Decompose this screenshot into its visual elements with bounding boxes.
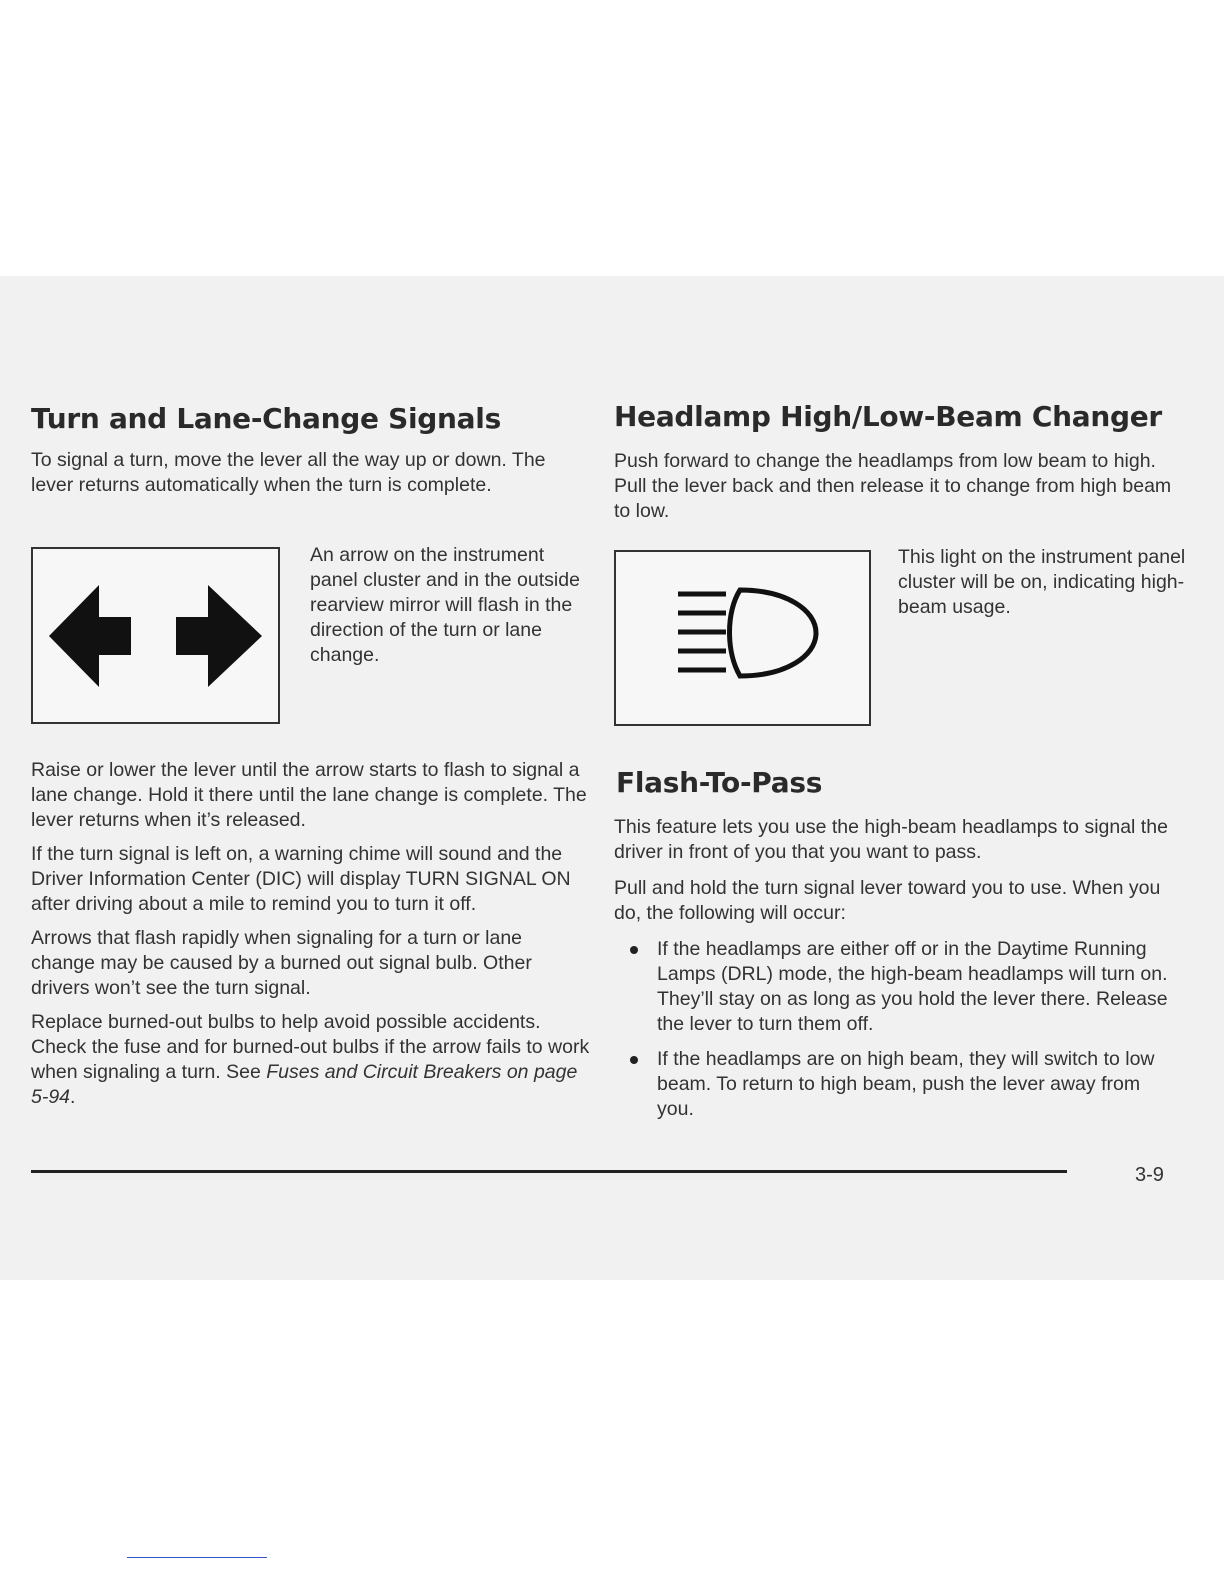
- flash-to-pass-usage: Pull and hold the turn signal lever toward you to use. When you do, the following will occur:: [614, 877, 1161, 924]
- lane-change-paragraph: Raise or lower the lever until the arrow starts to flash to signal a lane change. Hold it there until the lane change is complete. The lever returns when it’s released.: [31, 759, 587, 831]
- replace-bulbs-end: .: [70, 1086, 76, 1108]
- flash-to-pass-body: [614, 815, 1174, 1132]
- turn-signals-body: [31, 758, 591, 1110]
- turn-signal-icon-box: [31, 547, 280, 724]
- turn-signals-intro: To signal a turn, move the lever all the way up or down. The lever returns automatically when the turn is complete.: [31, 449, 546, 496]
- list-item: [614, 1047, 1174, 1122]
- left-arrow-icon: [49, 585, 131, 687]
- flash-to-pass-intro: This feature lets you use the high-beam headlamps to signal the driver in front of you that you want to pass.: [614, 816, 1168, 863]
- footer-rule: [31, 1170, 1067, 1173]
- list-item-text: If the headlamps are either off or in the Daytime Running Lamps (DRL) mode, the high-beam headlamps will turn on. They’ll stay on as long as you hold the lever there. Release the lever to turn them off.: [657, 938, 1168, 1035]
- turn-signals-heading: Turn and Lane-Change Signals: [31, 402, 501, 435]
- high-beam-icon-box: [614, 550, 871, 726]
- headlamp-changer-intro: Push forward to change the headlamps from low beam to high. Pull the lever back and then release it to change from high beam to low.: [614, 450, 1172, 522]
- turn-signal-icon-caption: An arrow on the instrument panel cluster and in the outside rearview mirror will flash in the direction of the turn or lane change.: [310, 544, 580, 666]
- right-arrow-icon: [176, 585, 262, 687]
- fuses-reference-link[interactable]: Fuses and Circuit Breakers on page 5-94: [31, 1061, 578, 1108]
- list-item-text: If the headlamps are on high beam, they will switch to low beam. To return to high beam, push the lever away from you.: [657, 1048, 1155, 1120]
- flash-to-pass-list: [614, 937, 1174, 1122]
- replace-bulbs-text: Replace burned-out bulbs to help avoid possible accidents. Check the fuse and for burned-out bulbs if the arrow fails to work when signaling a turn. See: [31, 1011, 590, 1083]
- flash-to-pass-heading: Flash-To-Pass: [616, 766, 823, 799]
- bullet-icon: [630, 1056, 638, 1064]
- turn-signal-arrows-icon: [33, 549, 278, 722]
- page-number: 3-9: [1135, 1164, 1164, 1186]
- bullet-icon: [630, 946, 638, 954]
- replace-bulbs-paragraph: [31, 1010, 591, 1110]
- turn-signal-chime-paragraph: If the turn signal is left on, a warning chime will sound and the Driver Information Center (DIC) will display TURN SIGNAL ON after driving about a mile to remind you to turn it off.: [31, 843, 571, 915]
- high-beam-indicator-icon: [616, 552, 869, 724]
- rapid-flash-paragraph: Arrows that flash rapidly when signaling for a turn or lane change may be caused by a burned out signal bulb. Other drivers won’t see the turn signal.: [31, 927, 532, 999]
- high-beam-icon-caption: This light on the instrument panel cluster will be on, indicating high-beam usage.: [898, 546, 1186, 618]
- headlamp-changer-heading: Headlamp High/Low-Beam Changer: [614, 400, 1162, 433]
- list-item: [614, 937, 1174, 1037]
- footer-underline: [127, 1557, 267, 1558]
